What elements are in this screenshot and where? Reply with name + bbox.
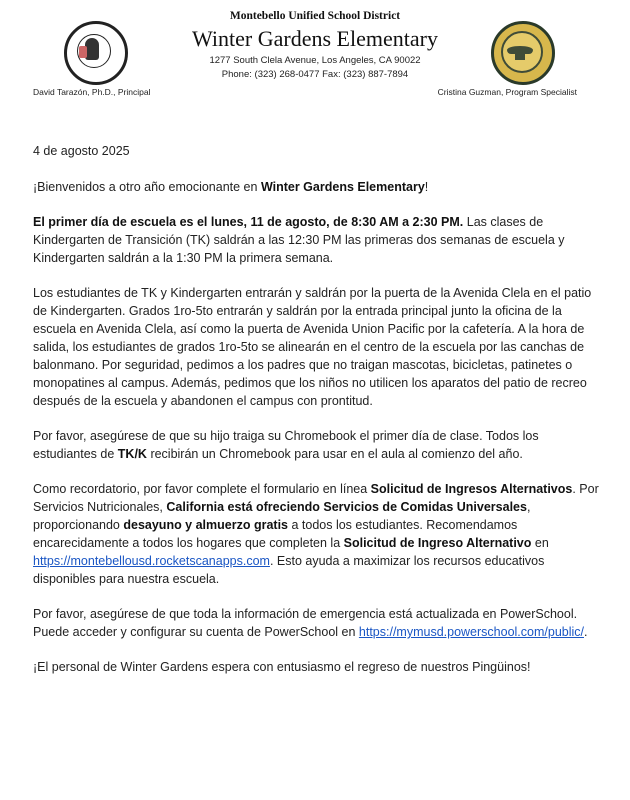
specialist-name: Cristina Guzman, Program Specialist — [437, 87, 577, 97]
reminder-text: . Esto ayuda a maximizar los recursos educativos disponibles para nuestra escuela. — [33, 554, 545, 586]
powerschool-text: Por favor, asegúrese de que toda la información de emergencia está actualizada en PowerSchool. Puede acceder y configurar su cuenta de PowerSchool en — [33, 607, 578, 639]
first-day-bold: El primer día de escuela es el lunes, 11 de agosto, de 8:30 AM a 2:30 PM. — [33, 215, 464, 229]
reminder-text: . Por Servicios Nutricionales, — [33, 482, 599, 514]
reminder-paragraph — [33, 480, 605, 588]
greeting-end: ! — [424, 180, 429, 194]
school-name: Winter Gardens Elementary — [192, 26, 438, 51]
letter-date: 4 de agosto 2025 — [33, 144, 130, 158]
entrance-paragraph: Los estudiantes de TK y Kindergarten entrarán y saldrán por la puerta de la Avenida Clela en el patio de Kindergarten. Grados 1ro-5to entrarán y saldrán por la entrada principal junto la oficina de la escuela en Avenida Clela, así como la puerta de Avenida Union Pacific por la cafetería. A la hora de salida, los estudiantes de grados 1ro-5to se alinearán en el centro de la escuela por las canchas de balonmano. Por seguridad, pedimos a los padres que no traigan mascotas, bicicletas, patinetes o monopatines al campus. Además, pedimos que los niños no utilicen los aparatos del patio de recreo después de la escuela y abandonen el campus con prontitud. — [33, 286, 592, 408]
powerschool-link[interactable]: https://mymusd.powerschool.com/public/ — [358, 625, 584, 639]
chromebook-text-end: recibirán un Chromebook para usar en el aula al comienzo del año. — [146, 447, 523, 461]
reminder-text: Como recordatorio, por favor complete el formulario en línea — [33, 482, 371, 496]
greeting-text: ¡Bienvenidos a otro año emocionante en — [33, 180, 261, 194]
chromebook-text: Por favor, asegúrese de que su hijo traiga su Chromebook el primer día de clase. Todos los estudiantes de — [33, 429, 539, 461]
powerschool-paragraph — [33, 605, 605, 641]
chromebook-paragraph — [33, 427, 605, 463]
meals-bold: California está ofreciendo Servicios de Comidas Universales — [166, 500, 527, 514]
district-seal-logo — [491, 21, 555, 85]
reminder-text: en — [531, 536, 549, 550]
school-address: 1277 South Clela Avenue, Los Angeles, CA 90022 — [209, 55, 421, 66]
letter-body — [33, 142, 605, 693]
first-day-paragraph — [33, 213, 605, 267]
form-name-bold: Solicitud de Ingresos Alternativos — [370, 482, 573, 496]
principal-name: David Tarazón, Ph.D., Principal — [33, 87, 151, 97]
lamp-base — [515, 54, 525, 60]
letterhead — [0, 0, 630, 100]
lamp-icon — [507, 46, 533, 54]
tk-k-bold: TK/K — [117, 447, 147, 461]
greeting-paragraph — [33, 178, 605, 196]
closing-paragraph: ¡El personal de Winter Gardens espera con entusiasmo el regreso de nuestros Pingüinos! — [33, 660, 531, 674]
district-name: Montebello Unified School District — [229, 10, 401, 22]
powerschool-end: . — [584, 625, 588, 639]
school-name-bold: Winter Gardens Elementary — [260, 180, 425, 194]
reminder-text: , proporcionando — [33, 500, 531, 532]
first-day-text: Las clases de Kindergarten de Transición (TK) saldrán a las 12:30 PM las primeras dos semanas de escuela y Kindergarten saldrán a la 1:30 PM la primera semana. — [33, 215, 565, 265]
school-phone: Phone: (323) 268-0477 Fax: (323) 887-7894 — [221, 69, 409, 80]
reminder-text: a todos los estudiantes. Recomendamos encarecidamente a todos los hogares que completen la — [33, 518, 518, 550]
form-name-bold-2: Solicitud de Ingreso Alternativo — [343, 536, 532, 550]
rocketscan-link[interactable]: https://montebellousd.rocketscanapps.com — [33, 554, 270, 568]
free-meals-bold: desayuno y almuerzo gratis — [123, 518, 288, 532]
